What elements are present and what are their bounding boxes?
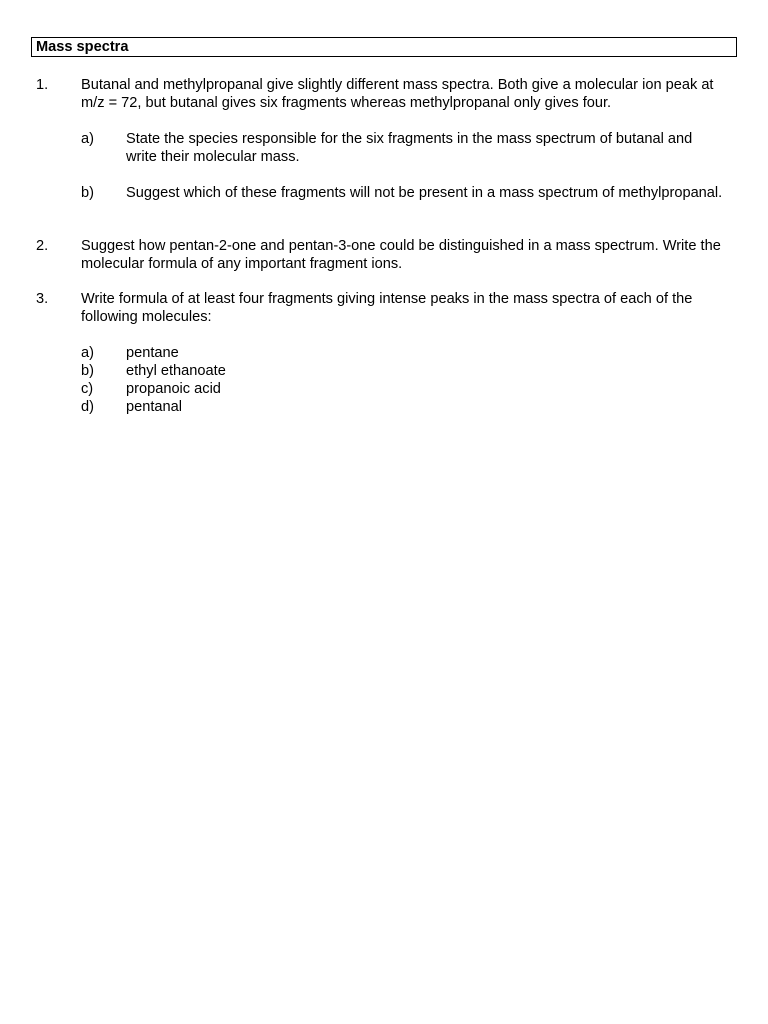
part-text: propanoic acid — [126, 381, 221, 397]
part-letter: b) — [81, 185, 94, 201]
question-number: 3. — [36, 291, 49, 307]
part-text: Suggest which of these fragments will not be present in a mass spectrum of methylpropanal. — [126, 185, 723, 201]
part-letter: b) — [81, 363, 94, 379]
part-text: ethyl ethanoate — [126, 363, 226, 379]
question-text: Butanal and methylpropanal give slightly different mass spectra. Both give a molecular ion peak at m/z = 72, but butanal gives six fragments whereas methylpropanal only gives four. — [81, 77, 714, 111]
title-box — [31, 37, 737, 57]
part-letter: a) — [81, 131, 94, 147]
question-text: Suggest how pentan-2-one and pentan-3-one could be distinguished in a mass spectrum. Write the molecular formula of any important fragment ions. — [81, 238, 721, 272]
question-text: Write formula of at least four fragments giving intense peaks in the mass spectra of each of the following molecules: — [81, 291, 693, 325]
question-number: 2. — [36, 238, 49, 254]
page-title: Mass spectra — [36, 39, 129, 55]
part-letter: c) — [81, 381, 94, 397]
part-text: pentanal — [126, 399, 182, 415]
part-letter: a) — [81, 345, 94, 361]
question-number: 1. — [36, 77, 49, 93]
part-text: pentane — [126, 345, 179, 361]
part-text: State the species responsible for the six fragments in the mass spectrum of butanal and write their molecular mass. — [126, 131, 693, 165]
part-letter: d) — [81, 399, 94, 415]
